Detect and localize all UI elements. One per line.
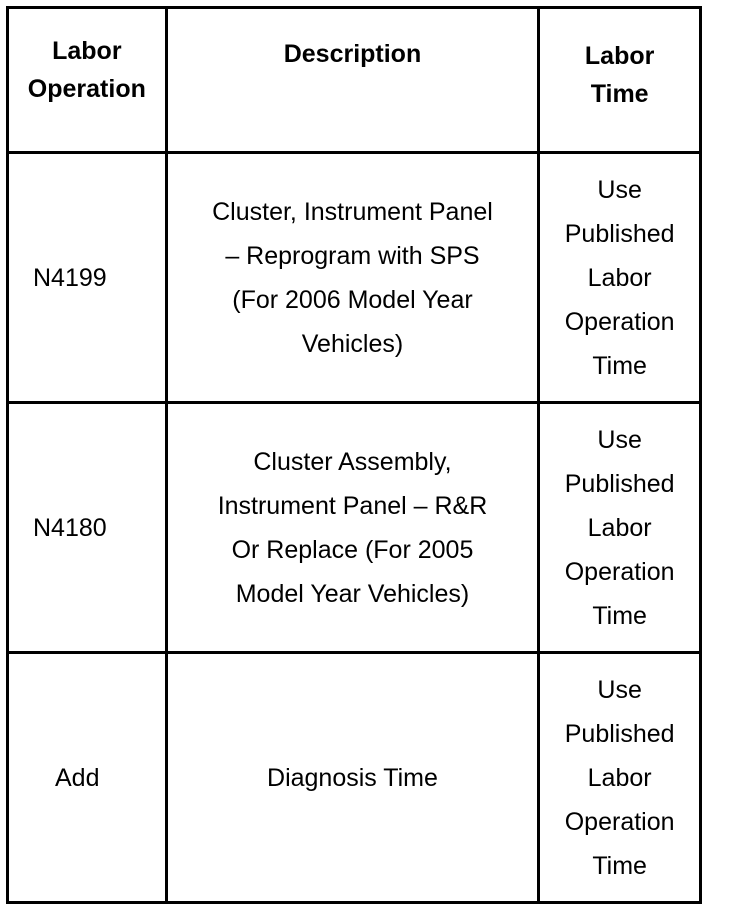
header-description [166, 8, 539, 153]
description-line: – Reprogram with SPS [225, 241, 480, 270]
description-cell [166, 153, 539, 403]
description-line: Cluster Assembly, [253, 447, 452, 476]
table-header-row [8, 8, 701, 153]
header-labor-time [539, 8, 701, 153]
header-description-label: Description [283, 40, 422, 68]
description-line: (For 2006 Model Year [232, 285, 473, 314]
header-labor-operation-line1: Labor [52, 37, 122, 65]
description-cell [166, 653, 539, 903]
labor-time-line: Use [597, 675, 642, 704]
labor-time-line: Published [564, 719, 675, 748]
labor-operation-cell [8, 653, 167, 903]
description-line: Model Year Vehicles) [235, 579, 470, 608]
description-line: Vehicles) [301, 329, 404, 358]
labor-time-line: Time [592, 851, 647, 880]
description-line: Diagnosis Time [267, 763, 438, 792]
table-row [8, 153, 701, 403]
labor-time-line: Published [564, 219, 675, 248]
labor-time-line: Time [592, 601, 647, 630]
labor-time-cell [539, 403, 701, 653]
labor-time-line: Operation [564, 557, 675, 586]
description-line: Cluster, Instrument Panel [212, 197, 493, 226]
labor-time-line: Use [597, 175, 642, 204]
header-labor-operation-line2: Operation [27, 75, 146, 103]
table-row [8, 653, 701, 903]
labor-operation-table [6, 6, 702, 904]
labor-operation-code: Add [55, 763, 100, 792]
labor-time-line: Labor [587, 763, 652, 792]
labor-time-line: Operation [564, 307, 675, 336]
labor-time-line: Published [564, 469, 675, 498]
header-labor-time-line2: Time [590, 80, 649, 108]
labor-time-line: Operation [564, 807, 675, 836]
labor-operation-cell [8, 153, 167, 403]
description-line: Instrument Panel – R&R [217, 491, 488, 520]
table-row [8, 403, 701, 653]
header-labor-operation [8, 8, 167, 153]
labor-time-cell [539, 653, 701, 903]
labor-time-cell [539, 153, 701, 403]
labor-time-line: Labor [587, 263, 652, 292]
labor-time-line: Time [592, 351, 647, 380]
description-line: Or Replace (For 2005 [231, 535, 474, 564]
labor-operation-cell [8, 403, 167, 653]
description-cell [166, 403, 539, 653]
header-labor-time-line1: Labor [584, 42, 655, 70]
labor-time-line: Labor [587, 513, 652, 542]
labor-time-line: Use [597, 425, 642, 454]
labor-operation-code: N4180 [33, 513, 107, 542]
labor-operation-code: N4199 [33, 263, 107, 292]
